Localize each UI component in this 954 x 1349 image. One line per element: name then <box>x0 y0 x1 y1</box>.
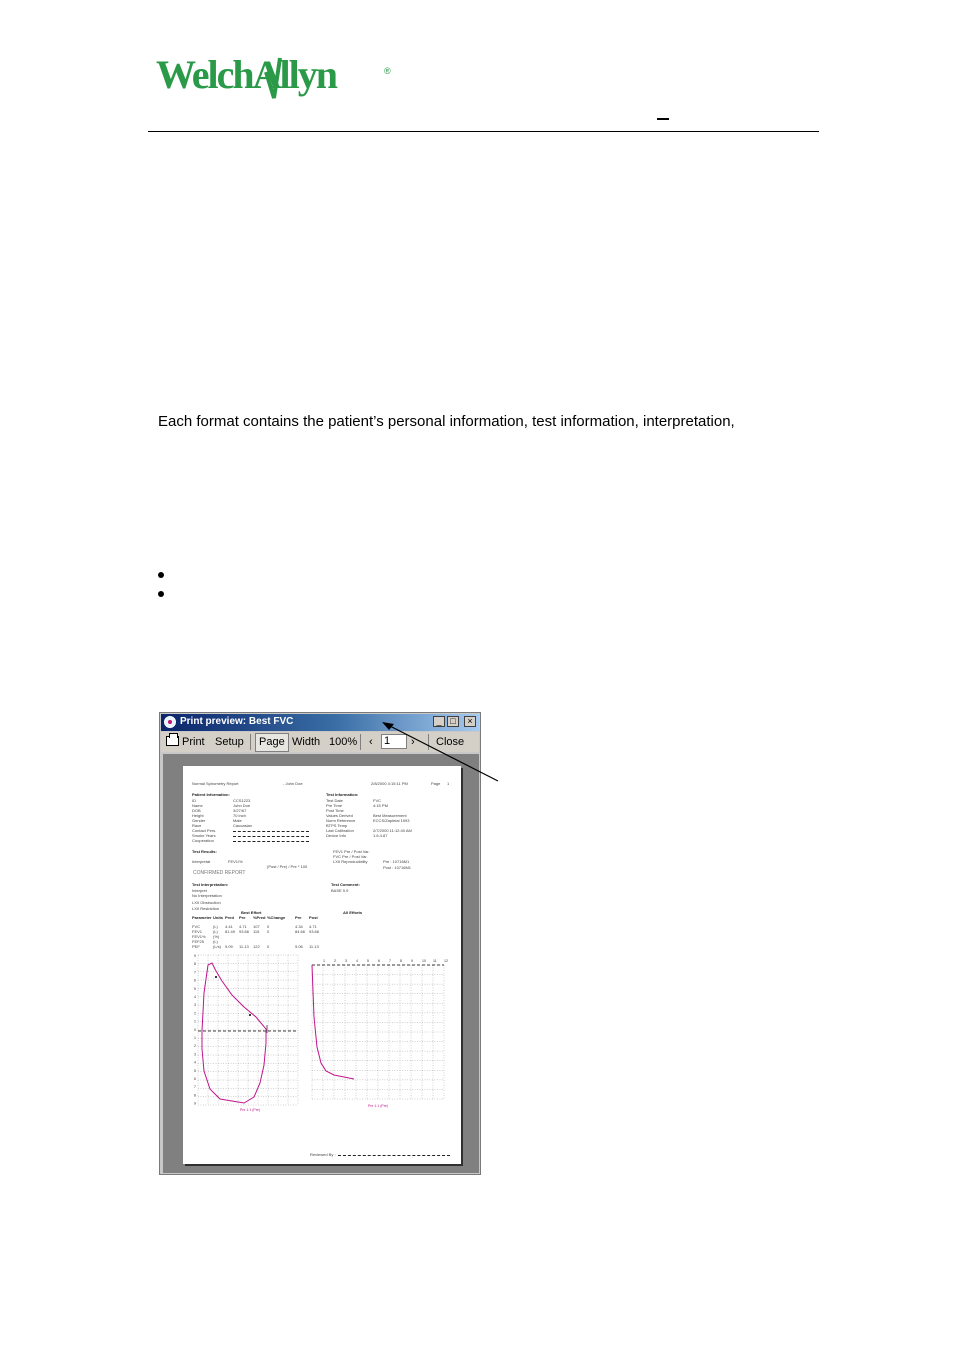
patient-info-label: ID <box>192 798 196 803</box>
flow-volume-curve <box>202 963 266 1103</box>
table-cell: 122 <box>253 944 260 949</box>
patient-info-value: 3/27/67 <box>233 808 247 813</box>
table-cell: 81.49 <box>225 929 236 934</box>
patient-info-label: Height <box>192 813 204 818</box>
report-page-value: 1 <box>447 781 450 786</box>
toolbar-separator <box>250 734 251 750</box>
close-window-button[interactable]: × <box>464 716 476 727</box>
header-rule <box>148 131 819 132</box>
app-heart-icon <box>164 716 176 728</box>
y-tick-label: 2 <box>194 1044 196 1049</box>
test-info-value: 2/7/2000 11:12:40 AM <box>373 828 412 833</box>
test-info-value: FVC <box>373 798 381 803</box>
y-tick-label: 5 <box>194 986 196 991</box>
previous-page-button[interactable]: ‹ <box>369 736 373 748</box>
x-tick-label: 8 <box>400 959 402 963</box>
comment-text: BASE 9.9 <box>331 888 349 893</box>
test-info-label: Test Date <box>326 798 343 803</box>
test-info-value: 4:15 PM <box>373 803 388 808</box>
test-info-label: Pre Time <box>326 803 343 808</box>
x-tick-label: 6 <box>378 959 380 963</box>
table-header-cell: %Change <box>267 915 286 920</box>
x-tick-label: 9 <box>411 959 413 963</box>
table-cell: 4.71 <box>309 924 317 929</box>
table-cell: (L) <box>213 929 218 934</box>
header-dash <box>657 118 669 120</box>
pef-marker <box>215 976 217 978</box>
patient-info-value: 70 inch <box>233 813 246 818</box>
patient-info-label: Cooperation <box>192 838 214 843</box>
patient-info-label: Gender <box>192 818 206 823</box>
logo-wordmark: WelchAllyn <box>156 52 337 97</box>
table-cell: 9.06 <box>295 944 303 949</box>
y-tick-label: 3 <box>194 1052 196 1057</box>
test-info-label: Norm Reference <box>326 818 356 823</box>
table-cell: (L) <box>213 924 218 929</box>
table-cell: FEV1 <box>192 929 203 934</box>
x-tick-label: 5 <box>367 959 369 963</box>
page-number-input[interactable]: 1 <box>381 734 407 749</box>
callout-line <box>386 724 498 781</box>
x-tick-label: 2 <box>334 959 336 963</box>
patient-info-heading: Patient Information: <box>192 792 230 797</box>
result-right-value: Post : 10716M1 <box>383 865 412 870</box>
test-info-label: BTPS Temp <box>326 823 348 828</box>
patient-info-value: Caucasian <box>233 823 252 828</box>
blank-field-line <box>233 831 309 832</box>
volume-time-curve <box>312 965 354 1079</box>
minimize-button[interactable]: _ <box>433 716 445 727</box>
volume-time-chart <box>308 957 448 1108</box>
chart2-legend: Pre 1.1 (Pre) <box>368 1104 389 1108</box>
width-zoom-button[interactable]: Width <box>292 736 321 748</box>
test-info-label: Last Calibration <box>326 828 354 833</box>
x-tick-label: 4 <box>356 959 358 963</box>
table-header-cell: %Pred <box>253 915 266 920</box>
result-right-label: FEV1 Pre / Post Var. <box>333 849 370 854</box>
table-cell: 4.41 <box>225 924 233 929</box>
y-tick-label: 8 <box>194 1093 196 1098</box>
interpretation-line: No Interpretation <box>192 893 222 898</box>
table-cell: 93.66 <box>239 929 250 934</box>
all-efforts-header: All Efforts <box>343 910 363 915</box>
table-cell: PEF <box>192 944 200 949</box>
chart1-legend: Pre 1.1 (Pre) <box>240 1108 261 1112</box>
flow-volume-svg <box>194 953 300 1112</box>
table-cell: 115 <box>253 929 260 934</box>
interpretation-line: LXII Obstruction <box>192 900 221 905</box>
test-info-value: ECCS/Zapletal 1993 <box>373 818 410 823</box>
best-effort-header: Best Effort <box>241 910 262 915</box>
table-cell: 93.66 <box>309 929 320 934</box>
report-patient-name: - John Doe <box>283 781 303 786</box>
table-cell: FVC <box>192 924 200 929</box>
signature-line <box>338 1155 450 1156</box>
fef-marker <box>249 1014 251 1016</box>
chart-grid <box>312 965 444 1099</box>
maximize-button[interactable]: □ <box>447 716 459 727</box>
table-cell: 107 <box>253 924 260 929</box>
patient-info-value: Male <box>233 818 242 823</box>
x-tick-label: 12 <box>444 959 448 963</box>
test-info-label: Post Time <box>326 808 344 813</box>
x-tick-label: 10 <box>422 959 426 963</box>
blank-field-line <box>233 836 309 837</box>
test-results-heading: Test Results: <box>192 849 217 854</box>
window-title: Print preview: Best FVC <box>180 716 294 727</box>
table-header-cell: Units <box>213 915 223 920</box>
printer-icon[interactable] <box>166 736 179 746</box>
table-cell: (L) <box>213 939 218 944</box>
y-tick-label: 9 <box>194 954 196 958</box>
result-row-label: Interpretat <box>192 859 211 864</box>
result-note: (Post / Pre) / Pre * 100 <box>267 864 308 869</box>
test-info-heading: Test Information: <box>326 792 359 797</box>
result-right-label: LXII Reproducibility <box>333 859 368 864</box>
table-cell: 11.13 <box>239 944 249 949</box>
test-info-value: 1.6.4.87 <box>373 833 388 838</box>
y-tick-label: 8 <box>194 962 196 967</box>
table-header-cell: Pre <box>239 915 246 920</box>
y-tick-label: 1 <box>194 1036 196 1040</box>
bullet-point <box>158 591 164 597</box>
comment-heading: Test Comment: <box>331 882 360 887</box>
y-tick-label: 7 <box>194 1085 196 1090</box>
blank-field-line <box>233 841 309 842</box>
trademark-symbol: ® <box>384 66 391 76</box>
patient-info-label: DOB <box>192 808 201 813</box>
y-tick-label: 6 <box>194 1077 196 1081</box>
x-tick-label: 7 <box>389 959 391 963</box>
y-tick-label: 9 <box>194 1101 196 1106</box>
print-button[interactable]: Print <box>182 736 205 748</box>
y-tick-label: 4 <box>194 995 196 999</box>
bullet-point <box>158 572 164 578</box>
intro-paragraph: Each format contains the patient’s personal information, test information, interpretation, <box>158 413 735 430</box>
x-tick-label: 3 <box>345 959 347 963</box>
table-cell: 0 <box>267 924 270 929</box>
report-datetime: 2/8/2000 4:15:11 PM <box>371 781 408 786</box>
zoom-100-button[interactable]: 100% <box>329 736 358 748</box>
y-tick-label: 3 <box>194 1003 196 1008</box>
interpretation-line: LXII Restriction <box>192 906 220 911</box>
page-zoom-button[interactable]: Page <box>255 733 289 752</box>
x-tick-label: 1 <box>323 959 325 963</box>
table-header-cell: Parameter <box>192 915 212 920</box>
reviewed-by-label: Reviewed By : <box>310 1152 336 1157</box>
chart-grid <box>198 955 298 1105</box>
table-cell: (L/s) <box>213 944 221 949</box>
y-tick-label: 4 <box>194 1060 196 1065</box>
table-cell: 84.66 <box>295 929 306 934</box>
callout-arrowhead <box>382 722 394 730</box>
callout-arrow <box>380 718 500 783</box>
result-row-label: FEV1/% <box>228 859 243 864</box>
y-tick-label: 0 <box>194 1027 196 1032</box>
interpretation-heading: Test Interpretation: <box>192 882 229 887</box>
next-page-button[interactable]: › <box>411 736 415 748</box>
table-header-cell: Pre <box>295 915 302 920</box>
y-tick-label: 6 <box>194 978 196 983</box>
table-cell: 0 <box>267 944 270 949</box>
welch-allyn-logo <box>156 52 396 110</box>
toolbar-separator <box>360 734 361 750</box>
y-tick-label: 7 <box>194 970 196 975</box>
patient-info-value: CCS1223 <box>233 798 251 803</box>
y-tick-label: 1 <box>194 1019 196 1024</box>
x-tick-label: 11 <box>433 959 437 963</box>
table-cell: FEV1% <box>192 934 206 939</box>
y-tick-label: 2 <box>194 1011 196 1016</box>
table-cell: 4.34 <box>295 924 303 929</box>
table-header-cell: Post <box>309 915 318 920</box>
table-header-cell: Pred <box>225 915 234 920</box>
test-info-label: Device Info <box>326 833 347 838</box>
patient-info-label: Contact Pers. <box>192 828 217 833</box>
result-right-label: FVC Pre / Post Var. <box>333 854 368 859</box>
report-page-label: Page <box>431 781 441 786</box>
confirmed-report-label: CONFIRMED REPORT <box>193 870 246 876</box>
interpretation-line: Interpret <box>192 888 207 893</box>
close-preview-button[interactable]: Close <box>436 736 465 748</box>
x-tick-labels <box>323 959 448 963</box>
table-cell: (%) <box>213 934 220 939</box>
test-info-label: Values Derived <box>326 813 353 818</box>
patient-info-label: Name <box>192 803 203 808</box>
setup-button[interactable]: Setup <box>215 736 244 748</box>
y-tick-labels <box>194 954 196 1106</box>
table-cell: 11.13 <box>309 944 319 949</box>
table-cell: 9.09 <box>225 944 233 949</box>
flow-volume-chart <box>194 953 300 1112</box>
table-cell: 0 <box>267 929 270 934</box>
table-cell: 4.71 <box>239 924 247 929</box>
table-cell: FEF25 <box>192 939 205 944</box>
patient-info-label: Smoke Years <box>192 833 216 838</box>
report-title: Normal Spirometry Report <box>192 781 239 786</box>
patient-info-value: John Doe <box>233 803 251 808</box>
patient-info-label: Race <box>192 823 202 828</box>
result-right-value: Pre : 10716M1 <box>383 859 410 864</box>
test-info-value: Best Measurement <box>373 813 407 818</box>
volume-time-svg <box>308 957 448 1108</box>
y-tick-label: 5 <box>194 1068 196 1073</box>
